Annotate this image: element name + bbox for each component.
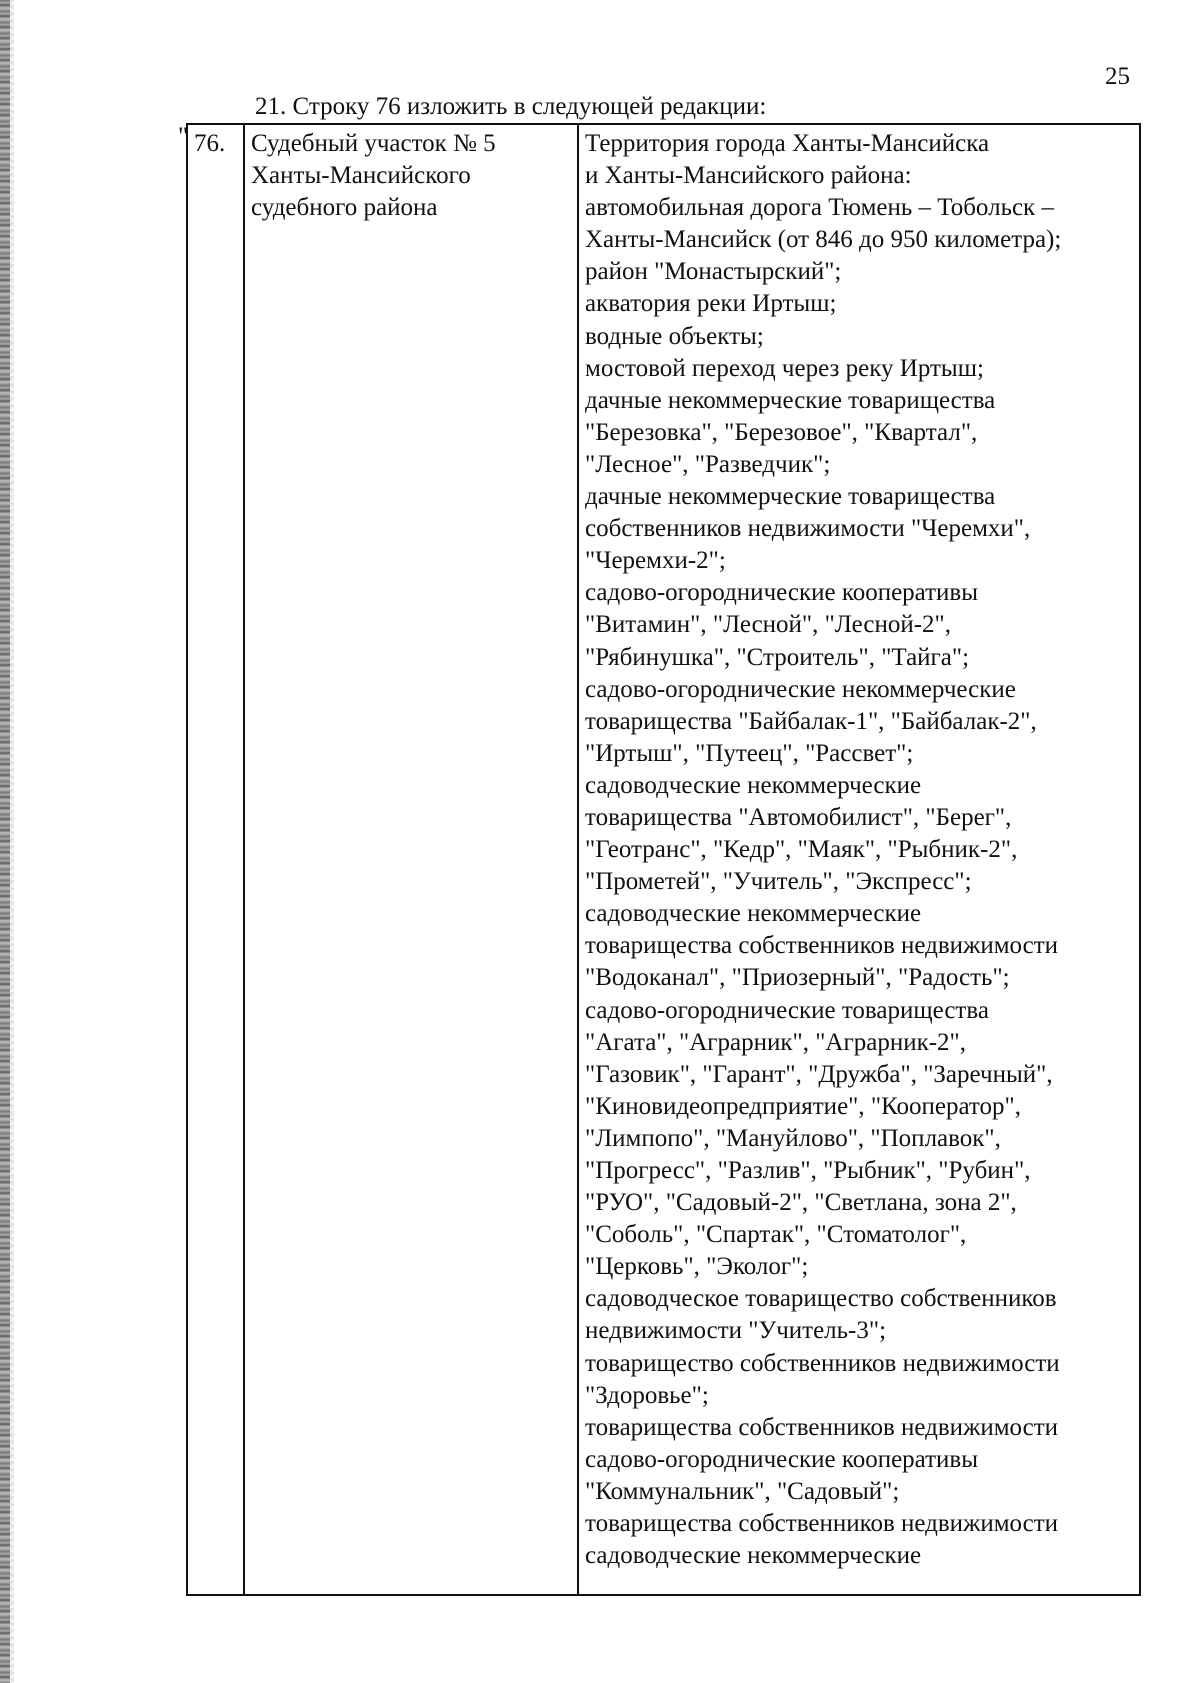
row-number: 76.: [194, 130, 226, 157]
territory-line: Ханты-Мансийск (от 846 до 950 километра);: [585, 226, 1062, 254]
territory-line: и Ханты-Мансийского района:: [585, 162, 912, 190]
court-name-line: судебного района: [251, 194, 438, 222]
territory-line: Территория города Ханты-Мансийска: [585, 130, 990, 157]
territory-line: "Черемхи-2";: [585, 547, 726, 575]
territory-line: район "Монастырский";: [585, 258, 842, 286]
territory-line: акватория реки Иртыш;: [585, 290, 837, 318]
court-name-line: Судебный участок № 5: [251, 130, 496, 157]
territory-line: садоводческие некоммерческие: [585, 771, 922, 799]
territory-line: "Прогресс", "Разлив", "Рыбник", "Рубин",: [585, 1157, 1031, 1184]
territory-line: "Здоровье";: [585, 1381, 709, 1409]
territory-line: "Киновидеопредприятие", "Кооператор",: [585, 1092, 1021, 1120]
amendment-table: [186, 123, 1141, 1596]
territory-line: мостовой переход через реку Иртыш;: [585, 354, 984, 382]
territory-line: "Коммунальник", "Садовый";: [585, 1477, 900, 1505]
territory-line: садово-огороднические товарищества: [585, 996, 989, 1024]
territory-description-cell: [578, 124, 1140, 1595]
territory-line: "Агата", "Аграрник", "Аграрник-2",: [585, 1028, 967, 1056]
court-name-cell: [244, 124, 578, 1595]
territory-line: собственников недвижимости "Черемхи",: [585, 515, 1031, 543]
territory-line: товарищества "Байбалак-1", "Байбалак-2",: [585, 707, 1037, 735]
territory-line: "Соболь", "Спартак", "Стоматолог",: [585, 1221, 967, 1249]
page-number: 25: [1105, 63, 1130, 90]
territory-line: "Церковь", "Эколог";: [585, 1253, 809, 1281]
table-row: [187, 124, 1140, 1595]
territory-line: садоводческое товарищество собственников: [585, 1285, 1057, 1313]
territory-line: дачные некоммерческие товарищества: [585, 386, 996, 414]
territory-line: "Геотранс", "Кедр", "Маяк", "Рыбник-2",: [585, 836, 1018, 864]
court-name-line: Ханты-Мансийского: [251, 162, 471, 190]
territory-line: "Лесное", "Разведчик";: [585, 450, 831, 478]
scan-left-edge-shadow: [10, 0, 14, 1683]
opening-quote-mark: ": [178, 123, 189, 150]
territory-line: товарищества собственников недвижимости: [585, 1510, 1059, 1538]
territory-line: "Витамин", "Лесной", "Лесной-2",: [585, 611, 951, 639]
territory-line: "Водоканал", "Приозерный", "Радость";: [585, 964, 1010, 992]
territory-line: "РУО", "Садовый-2", "Светлана, зона 2",: [585, 1189, 1017, 1217]
territory-line: "Газовик", "Гарант", "Дружба", "Заречный",: [585, 1060, 1053, 1088]
territory-line: товарищество собственников недвижимости: [585, 1349, 1060, 1377]
territory-line: товарищества собственников недвижимости: [585, 1413, 1059, 1441]
territory-line: "Рябинушка", "Строитель", "Тайга";: [585, 643, 970, 671]
territory-line: товарищества "Автомобилист", "Берег",: [585, 803, 1012, 831]
territory-line: автомобильная дорога Тюмень – Тобольск –: [585, 194, 1054, 222]
territory-line: дачные некоммерческие товарищества: [585, 483, 996, 511]
territory-line: садово-огороднические некоммерческие: [585, 675, 1016, 703]
row-number-cell: [187, 124, 244, 1595]
scan-left-edge: [0, 0, 10, 1683]
territory-line: "Прометей", "Учитель", "Экспресс";: [585, 868, 972, 896]
territory-line: садово-огороднические кооперативы: [585, 1445, 979, 1473]
territory-line: недвижимости "Учитель-3";: [585, 1317, 887, 1345]
territory-line: товарищества собственников недвижимости: [585, 932, 1059, 960]
amendment-heading: 21. Строку 76 изложить в следующей редакции:: [255, 93, 767, 120]
territory-line: водные объекты;: [585, 322, 764, 350]
territory-line: "Лимпопо", "Мануйлово", "Поплавок",: [585, 1124, 1001, 1152]
territory-line: садово-огороднические кооперативы: [585, 579, 979, 607]
territory-line: "Березовка", "Березовое", "Квартал",: [585, 418, 978, 446]
territory-line: садоводческие некоммерческие: [585, 1542, 922, 1570]
territory-line: "Иртыш", "Путеец", "Рассвет";: [585, 739, 914, 767]
territory-line: садоводческие некоммерческие: [585, 900, 922, 928]
